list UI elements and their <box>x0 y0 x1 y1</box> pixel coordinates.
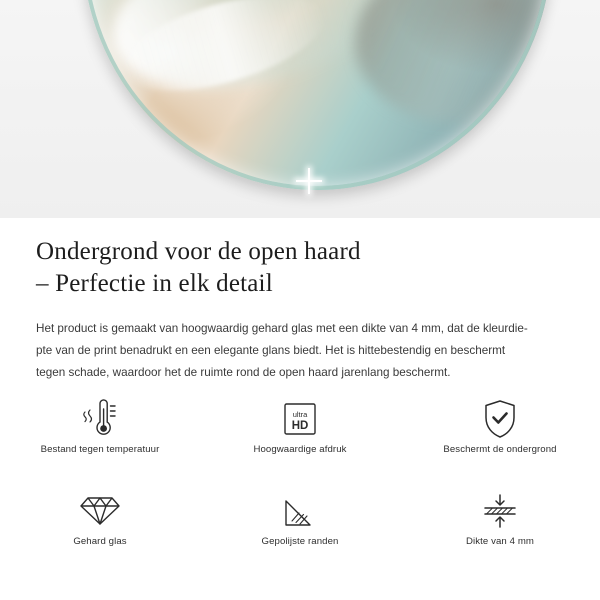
polished-edges-icon <box>280 488 320 534</box>
description-line-1: Het product is gemaakt van hoogwaardig gehard glas met een dikte van 4 mm, dat de kleurdie- <box>36 322 528 335</box>
feature-label: Hoogwaardige afdruk <box>253 444 347 455</box>
thermometer-icon <box>81 396 119 442</box>
page-title-line-2: – Perfectie in elk detail <box>36 270 273 297</box>
feature-surface-protection <box>400 396 600 474</box>
feature-polished-edges <box>200 488 400 566</box>
feature-label: Dikte van 4 mm <box>465 536 535 547</box>
feature-label: Gepolijste randen <box>261 536 339 547</box>
page-title-line-1: Ondergrond voor de open haard <box>36 238 361 265</box>
thickness-4mm-icon <box>478 488 522 534</box>
feature-ultra-hd-print <box>200 396 400 474</box>
feature-temperature-resistant <box>0 396 200 474</box>
svg-text:HD: HD <box>291 420 309 432</box>
text-content <box>0 218 600 384</box>
feature-tempered-glass <box>0 488 200 566</box>
svg-text:ultra: ultra <box>292 410 308 419</box>
feature-grid <box>0 396 600 566</box>
description-line-3: tegen schade, waardoor het de ruimte rond de open haard jarenlang beschermt. <box>36 366 451 379</box>
feature-label: Beschermt de ondergrond <box>443 444 557 455</box>
hero-image <box>0 0 600 218</box>
shield-check-icon <box>480 396 520 442</box>
page-title <box>0 218 600 300</box>
product-description <box>0 300 600 384</box>
diamond-icon <box>79 488 121 534</box>
feature-label: Bestand tegen temperatuur <box>40 444 160 455</box>
description-line-2: pte van de print benadrukt en een elegante glans biedt. Het is hittebestendig en beschermt <box>36 344 506 357</box>
feature-thickness-4mm <box>400 488 600 566</box>
feature-label: Gehard glas <box>73 536 127 547</box>
ultra-hd-icon <box>280 396 320 442</box>
